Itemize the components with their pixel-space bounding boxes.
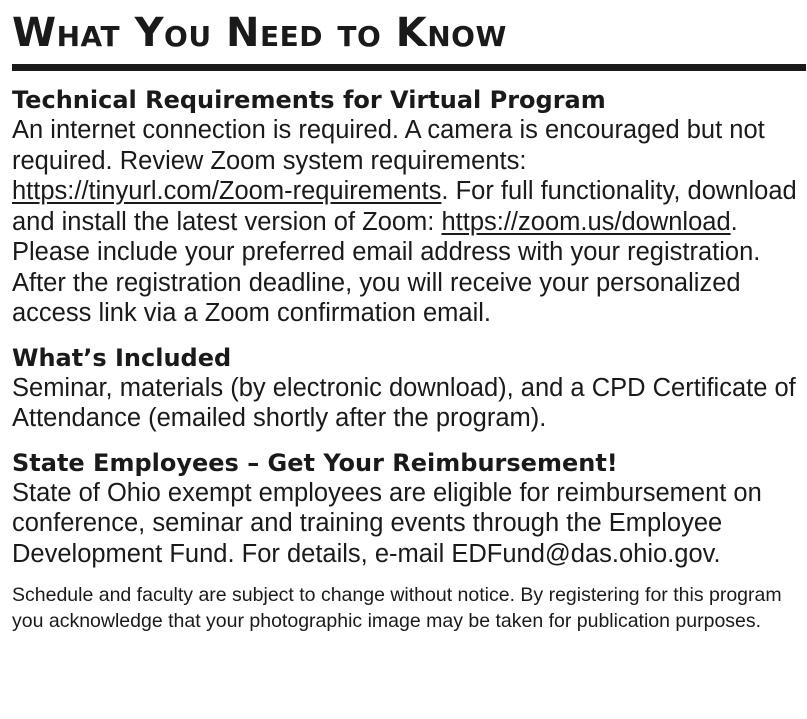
whats-included-heading: What’s Included	[12, 343, 232, 372]
state-employees-heading: State Employees – Get Your Reimbursement!	[12, 448, 618, 477]
technical-requirements-text	[12, 115, 802, 329]
whats-included-section	[12, 343, 802, 434]
technical-text-part-3: . Please include your preferred email address with your registration. After the registration deadline, you will receive your personalized access link via a Zoom confirmation email.	[12, 207, 761, 327]
zoom-requirements-link[interactable]: https://tinyurl.com/Zoom-requirements	[12, 177, 442, 205]
whats-included-text: Seminar, materials (by electronic download), and a CPD Certificate of Attendance (emailed shortly after the program).	[12, 373, 796, 432]
page-title: What You Need to Know	[12, 10, 507, 56]
zoom-download-link[interactable]: https://zoom.us/download	[441, 207, 731, 236]
technical-requirements-heading: Technical Requirements for Virtual Program	[12, 86, 606, 114]
state-employees-text: State of Ohio exempt employees are eligible for reimbursement on conference, seminar and training events through the Employee Development Fund. For details, e-mail EDFund@das.ohio.gov.	[12, 478, 762, 568]
technical-requirements-section	[12, 85, 802, 329]
state-employees-section	[12, 448, 802, 570]
info-page	[12, 0, 802, 634]
technical-text-part-2: . For full functionality, download and install the latest version of Zoom:	[12, 177, 797, 236]
title-divider	[12, 64, 806, 71]
disclaimer-text: Schedule and faculty are subject to change without notice. By registering for this program you acknowledge that your photographic image may be taken for publication purposes.	[12, 584, 782, 632]
technical-text-part-1: An internet connection is required. A camera is encouraged but not required. Review Zoom system requirements:	[12, 116, 765, 175]
